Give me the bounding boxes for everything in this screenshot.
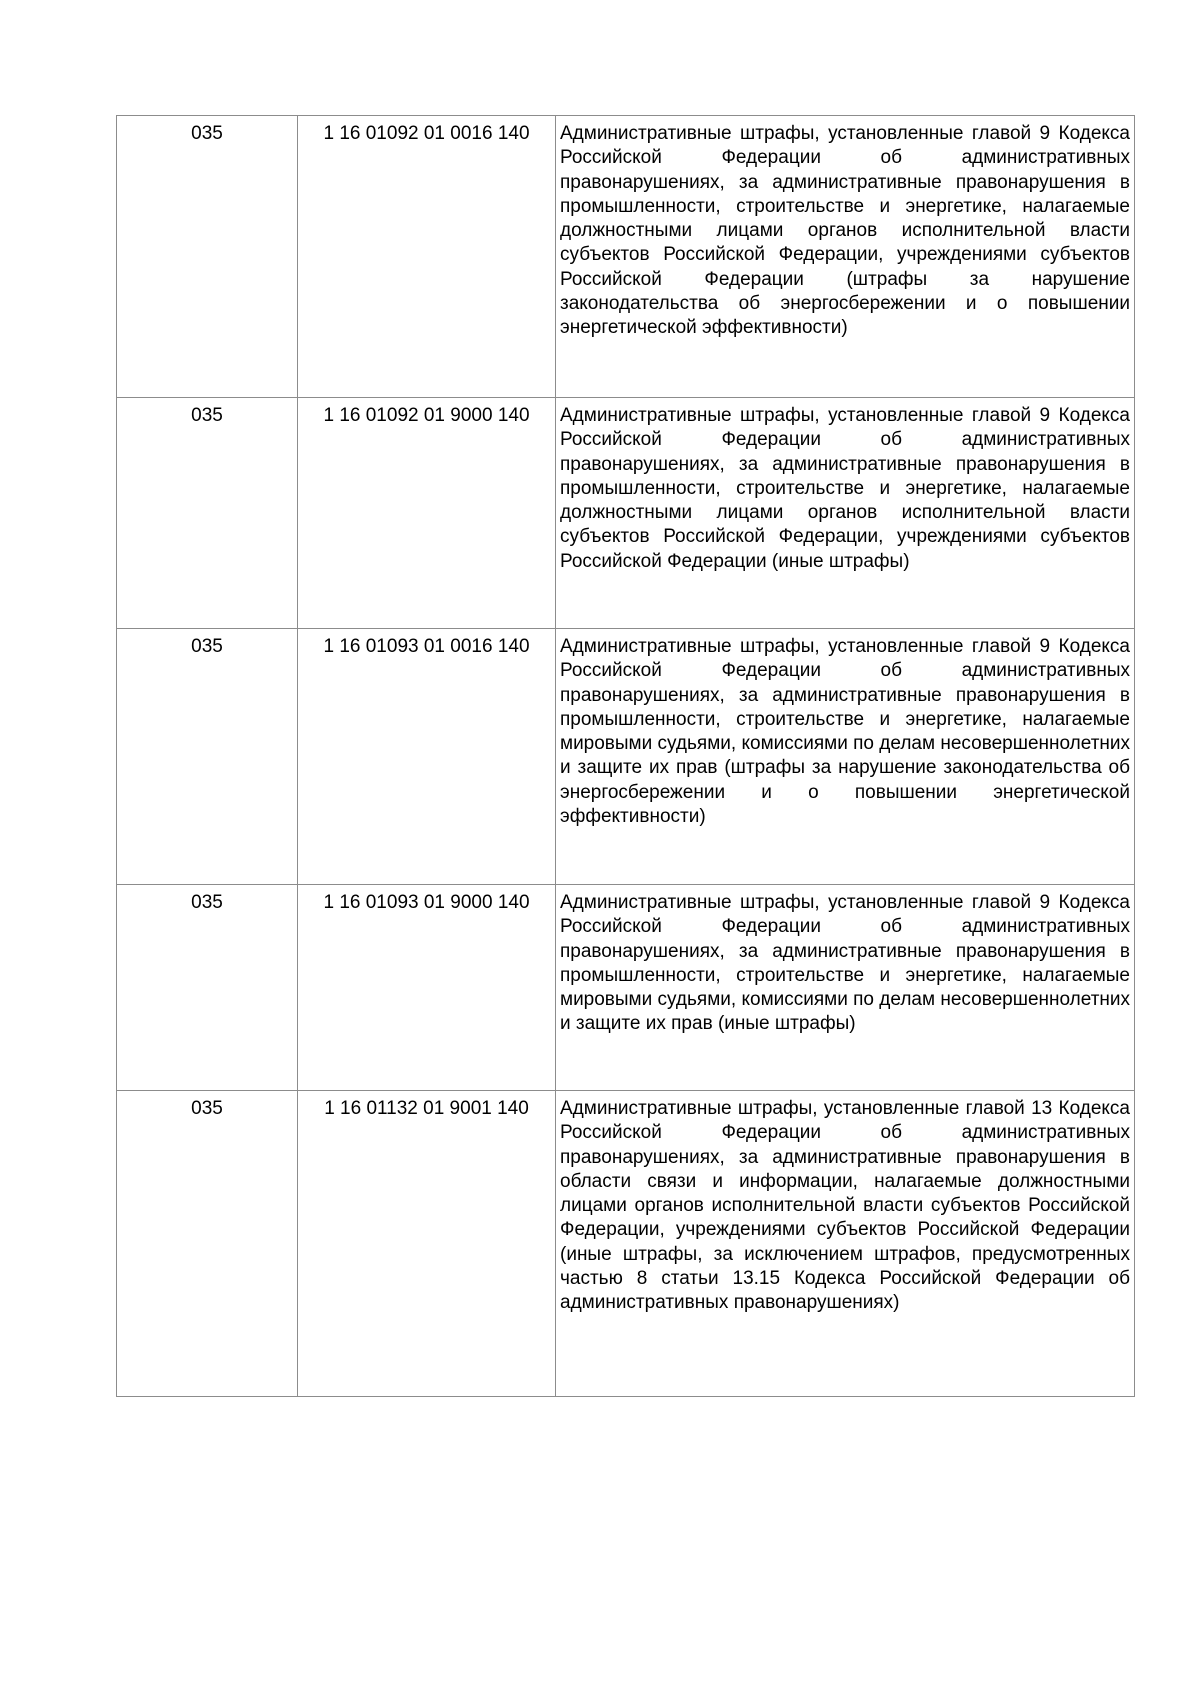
admin-code-cell: 035 xyxy=(117,1091,298,1397)
kbk-code-cell: 1 16 01093 01 9000 140 xyxy=(298,885,556,1091)
admin-code-cell: 035 xyxy=(117,116,298,398)
kbk-code-cell: 1 16 01092 01 0016 140 xyxy=(298,116,556,398)
description-cell: Административные штрафы, установленные главой 9 Кодекса Российской Федерации об административных правонарушениях, за административные правонарушения в промышленности, строительстве и энергетике, налагаемые должностными лицами органов исполнительной власти субъектов Российской Федерации, учреждениями субъектов Российской Федерации (иные штрафы) xyxy=(556,398,1135,629)
fines-table xyxy=(116,115,1135,1397)
kbk-code-cell: 1 16 01093 01 0016 140 xyxy=(298,629,556,885)
table-row xyxy=(117,116,1135,398)
description-cell: Административные штрафы, установленные главой 9 Кодекса Российской Федерации об административных правонарушениях, за административные правонарушения в промышленности, строительстве и энергетике, налагаемые мировыми судьями, комиссиями по делам несовершеннолетних и защите их прав (штрафы за нарушение законодательства об энергосбережении и о повышении энергетической эффективности) xyxy=(556,629,1135,885)
table-row xyxy=(117,629,1135,885)
description-cell: Административные штрафы, установленные главой 9 Кодекса Российской Федерации об административных правонарушениях, за административные правонарушения в промышленности, строительстве и энергетике, налагаемые мировыми судьями, комиссиями по делам несовершеннолетних и защите их прав (иные штрафы) xyxy=(556,885,1135,1091)
admin-code-cell: 035 xyxy=(117,629,298,885)
description-cell: Административные штрафы, установленные главой 9 Кодекса Российской Федерации об административных правонарушениях, за административные правонарушения в промышленности, строительстве и энергетике, налагаемые должностными лицами органов исполнительной власти субъектов Российской Федерации, учреждениями субъектов Российской Федерации (штрафы за нарушение законодательства об энергосбережении и о повышении энергетической эффективности) xyxy=(556,116,1135,398)
table-row xyxy=(117,398,1135,629)
description-cell: Административные штрафы, установленные главой 13 Кодекса Российской Федерации об административных правонарушениях, за административные правонарушения в области связи и информации, налагаемые должностными лицами органов исполнительной власти субъектов Российской Федерации, учреждениями субъектов Российской Федерации (иные штрафы, за исключением штрафов, предусмотренных частью 8 статьи 13.15 Кодекса Российской Федерации об административных правонарушениях) xyxy=(556,1091,1135,1397)
table-row xyxy=(117,1091,1135,1397)
admin-code-cell: 035 xyxy=(117,398,298,629)
admin-code-cell: 035 xyxy=(117,885,298,1091)
table-row xyxy=(117,885,1135,1091)
kbk-code-cell: 1 16 01092 01 9000 140 xyxy=(298,398,556,629)
kbk-code-cell: 1 16 01132 01 9001 140 xyxy=(298,1091,556,1397)
